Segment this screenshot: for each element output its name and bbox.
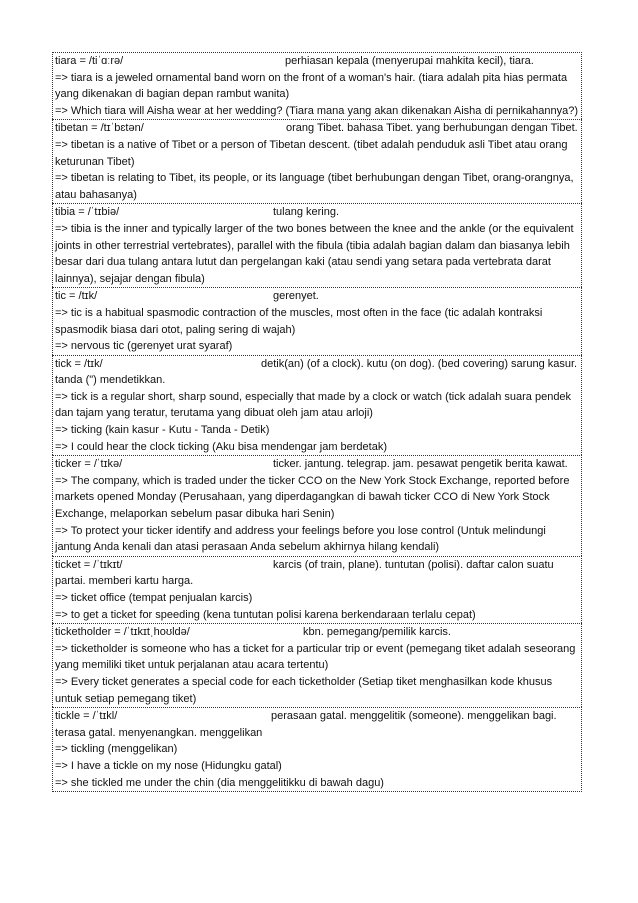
- entry-definition: detik(an) (of a clock). kutu (on dog). (bed covering) sarung kasur. tanda (") mendetikkan.: [55, 357, 578, 387]
- entry-definition: perasaan gatal. menggelitik (someone). menggelikan bagi. terasa gatal. menyenangkan. menggelikan: [55, 710, 557, 739]
- entry-head: [55, 120, 579, 137]
- example-line: => she tickled me under the chin (dia menggelitikku di bawah dagu): [55, 776, 384, 789]
- example-line: => ticket office (tempat penjualan karcis): [55, 592, 253, 604]
- entry-word: tick = /tɪk/: [55, 357, 103, 370]
- entry-head: [55, 204, 579, 221]
- entry-definition: ticker. jantung. telegrap. jam. pesawat pengetik berita kawat.: [273, 458, 568, 471]
- entry-definition: tulang kering.: [273, 206, 340, 219]
- entry-definition: kbn. pemegang/pemilik karcis.: [303, 626, 451, 639]
- example-line: => tiara is a jeweled ornamental band worn on the front of a woman's hair. (tiara adalah pita hias permata yang dikenakan di bagian depan rambut wanita): [55, 71, 568, 101]
- entry-head: [55, 624, 579, 641]
- example-line: => I have a tickle on my nose (Hidungku gatal): [55, 759, 282, 772]
- example-line: => ticketholder is someone who has a ticket for a particular trip or event (pemegang tiket adalah seseorang yang memiliki tiket untuk perjalanan atau acara tertentu): [55, 642, 576, 672]
- entry-tick: [52, 355, 582, 456]
- example-line: => tick is a regular short, sharp sound, especially that made by a clock or watch (tick adalah suara pendek dan tajam yang teratur, terutama yang dibuat oleh jam atau arloji): [55, 390, 572, 420]
- entry-definition: gerenyet.: [273, 290, 319, 303]
- example-line: => tibia is the inner and typically larger of the two bones between the knee and the ankle (or the equivalent joints in other terrestrial vertebrates), parallel with the fibula (tibia adalah bagian dalam dan biasanya lebih besar dari dua tulang antara lutut dan pergelangan kaki (atau sendi yang setara pada vertebrata darat lainnya), sejajar dengan fibula): [55, 222, 574, 285]
- entry-word: tic = /tɪk/: [55, 290, 98, 303]
- example-line: => tibetan is relating to Tibet, its people, or its language (tibet berhubungan dengan Tibet, orang-orangnya, atau bahasanya): [55, 172, 574, 201]
- entry-tiara: [52, 52, 582, 119]
- entry-word: ticketholder = /ˈtɪkɪtˌhoʊldə/: [55, 626, 190, 639]
- entry-definition: orang Tibet. bahasa Tibet. yang berhubungan dengan Tibet.: [286, 122, 578, 135]
- example-line: => tibetan is a native of Tibet or a person of Tibetan descent. (tibet adalah penduduk asli Tibet atau orang keturunan Tibet): [55, 138, 568, 168]
- dictionary-page: [52, 52, 582, 792]
- entry-head: [55, 288, 579, 305]
- entry-definition: perhiasan kepala (menyerupai mahkita kecil), tiara.: [285, 55, 534, 67]
- entry-head: [55, 557, 579, 590]
- entry-tibetan: [52, 119, 582, 203]
- entry-tibia: [52, 203, 582, 287]
- example-line: => The company, which is traded under the ticker CCO on the New York Stock Exchange, reported before markets opened Monday (Perusahaan, yang diperdagangkan di bawah ticker CCO di New York Stock Exchange, melaporkan sebelum pasar dibuka hari Senin): [55, 474, 570, 521]
- entry-word: tibia = /ˈtɪbiə/: [55, 206, 120, 219]
- example-line: => tic is a habitual spasmodic contraction of the muscles, most often in the face (tic adalah kontraksi spasmodik biasa dari otot, paling sering di wajah): [55, 306, 543, 336]
- entry-tic: [52, 287, 582, 354]
- example-line: => To protect your ticker identify and address your feelings before you lose control (Untuk melindungi jantung Anda kenali dan atasi perasaan Anda sebelum akhirnya hilang kendali): [55, 524, 546, 554]
- example-line: => Every ticket generates a special code for each ticketholder (Setiap tiket menghasilkan kode khusus untuk setiap pemegang tiket): [55, 675, 553, 705]
- entry-definition: karcis (of train, plane). tuntutan (polisi). daftar calon suatu partai. memberi kartu harga.: [55, 558, 554, 588]
- entry-ticket: [52, 556, 582, 623]
- entry-ticker: [52, 455, 582, 556]
- entry-word: tiara = /tiˈɑːrə/: [55, 55, 124, 67]
- entry-head: [55, 708, 579, 741]
- entry-word: ticket = /ˈtɪkɪt/: [55, 558, 123, 571]
- example-line: => I could hear the clock ticking (Aku bisa mendengar jam berdetak): [55, 440, 388, 453]
- entry-ticketholder: [52, 623, 582, 707]
- entry-word: ticker = /ˈtɪkə/: [55, 458, 123, 471]
- entry-word: tickle = /ˈtɪkl/: [55, 710, 118, 723]
- example-line: => ticking (kain kasur - Kutu - Tanda - Detik): [55, 424, 270, 437]
- example-line: => nervous tic (gerenyet urat syaraf): [55, 340, 233, 353]
- entry-tickle: [52, 707, 582, 792]
- entry-word: tibetan = /tɪˈbɛtən/: [55, 122, 144, 135]
- entry-head: [55, 456, 579, 473]
- example-line: => tickling (menggelikan): [55, 743, 178, 756]
- example-line: => Which tiara will Aisha wear at her wedding? (Tiara mana yang akan dikenakan Aisha di pernikahannya?): [55, 104, 579, 117]
- example-line: => to get a ticket for speeding (kena tuntutan polisi karena berkendaraan terlalu cepat): [55, 608, 476, 621]
- entry-head: [55, 356, 579, 389]
- entry-head: [55, 53, 579, 70]
